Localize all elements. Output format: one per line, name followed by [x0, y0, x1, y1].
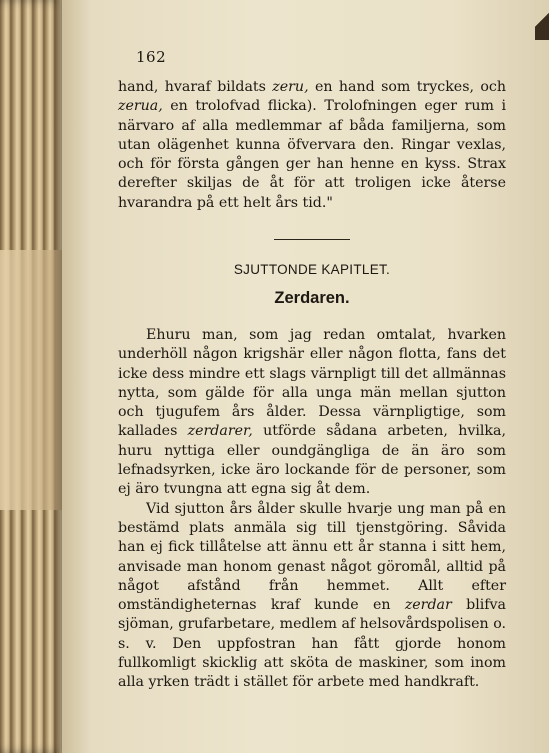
italic-word-zeru: zeru, — [272, 79, 309, 95]
chapter-title: Zerdaren. — [274, 289, 350, 307]
book-page — [62, 0, 549, 753]
section-divider — [274, 239, 350, 240]
page-corner-shadow — [535, 0, 549, 40]
chapter-body — [118, 326, 506, 693]
paragraph-3: Vid sjutton års ålder skulle hvarje ung man på en bestämd plats anmäla sig till tjenstgöring. Såvida han ej fick tillåtelse att ännu ett år stanna i sitt hem, anvisade man honom genast något göromål, alltid på något afstånd från hemmet. Allt efter omständigheternas kraf kunde en zerdar blifva sjöman, grufarbetare, medlem af helsovårdspolisen o. s. v. Den uppfostran han fått gjorde honom fullkomligt skicklig att sköta de maskiner, som inom alla yrken trädt i stället för arbete med handkraft. — [118, 500, 507, 691]
italic-word-zerdar: zerdar — [404, 597, 452, 614]
page-number: 162 — [136, 48, 167, 66]
chapter-heading: SJUTTONDE KAPITLET. — [233, 262, 391, 277]
paragraph-2: Ehuru man, som jag redan omtalat, hvarken underhöll någon krigshär eller någon flotta, fans det icke dess mindre ett slags värnpligt till det allmännas nytta, som gälde för alla unga män mellan sjutton och tjugufem års ålder. Dessa värnpligtige, som kallades zerdarer, utförde sådana arbeten, hvilka, huru nyttiga eller oundgängliga de än äro som lefnadsyrken, icke äro lockande för de personer, som ej äro tvungna att egna sig åt dem. — [118, 327, 507, 498]
italic-word-zerua: zerua, — [118, 98, 163, 115]
paragraph-1: hand, hvaraf bildats zeru, en hand som tryckes, och zerua, en trolofvad flicka). Trolofningen eger rum i närvaro af alla medlemmar af båda familjerna, som utan olägenhet kunna öfvervara den. Ringar vexlas, och för första gången ger han henne en kyss. Strax derefter skiljas de åt för att troligen icke återse hvarandra på ett helt års tid." — [118, 79, 507, 211]
paragraph-continuation — [118, 78, 506, 213]
italic-word-zerdarer: zerdarer, — [187, 423, 253, 440]
